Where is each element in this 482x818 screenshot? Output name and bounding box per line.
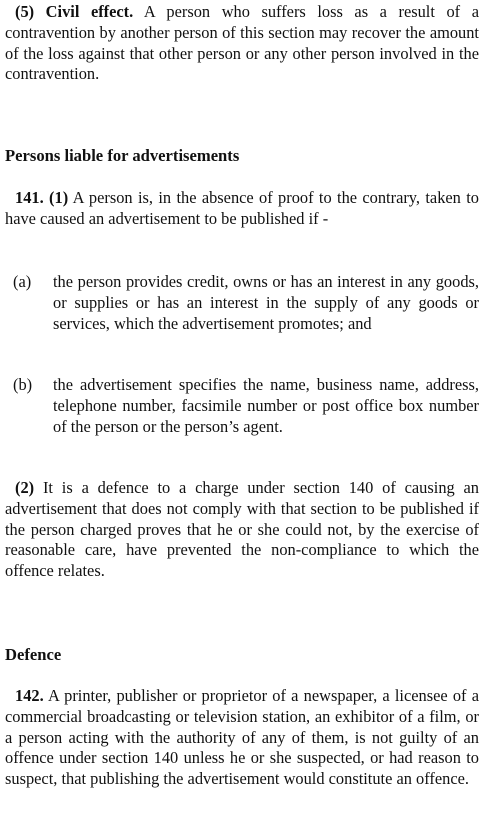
civil-effect-paragraph: [5, 2, 479, 85]
section-141-subsection-2: (2): [15, 478, 35, 497]
section-141-number: 141.: [15, 188, 44, 207]
section-142-paragraph: [5, 686, 479, 790]
defence-heading: Defence: [5, 645, 62, 664]
section-141-subsection-1: (1): [49, 188, 69, 207]
section-141-1-paragraph: [5, 188, 479, 230]
list-item-b-label: (b): [13, 375, 33, 394]
list-item-a-text: the person provides credit, owns or has an interest in any goods, or supplies or has an interest in the supply of any goods or services, which the advertisement promotes; and: [53, 272, 479, 333]
section-141-1-text: A person is, in the absence of proof to the contrary, taken to have caused an advertisement to be published if -: [5, 188, 479, 228]
section-142-number: 142.: [15, 686, 44, 705]
civil-effect-label: (5) Civil effect.: [15, 2, 134, 21]
civil-effect-text: A person who suffers loss as a result of a contravention by another person of this section may recover the amount of the loss against that other person or any other person involved in the contravention.: [5, 2, 479, 84]
section-142-text: A printer, publisher or proprietor of a newspaper, a licensee of a commercial broadcasting or television station, an exhibitor of a film, or a person acting with the authority of any of them, is not guilty of an offence under section 140 unless he or she suspected, or had reason to suspect, that publishing the advertisement would constitute an offence.: [5, 686, 479, 789]
list-item-b-text: the advertisement specifies the name, business name, address, telephone number, facsimile number or post office box number of the person or the person’s agent.: [53, 375, 479, 436]
section-141-2-paragraph: [5, 478, 479, 582]
persons-liable-heading: Persons liable for advertisements: [5, 146, 240, 165]
list-item-a-label: (a): [13, 272, 32, 291]
section-141-2-text: It is a defence to a charge under section 140 of causing an advertisement that does not comply with that section to be published if the person charged proves that he or she could not, by the exercise of reasonable care, have prevented the non-compliance to which the offence relates.: [5, 478, 480, 581]
